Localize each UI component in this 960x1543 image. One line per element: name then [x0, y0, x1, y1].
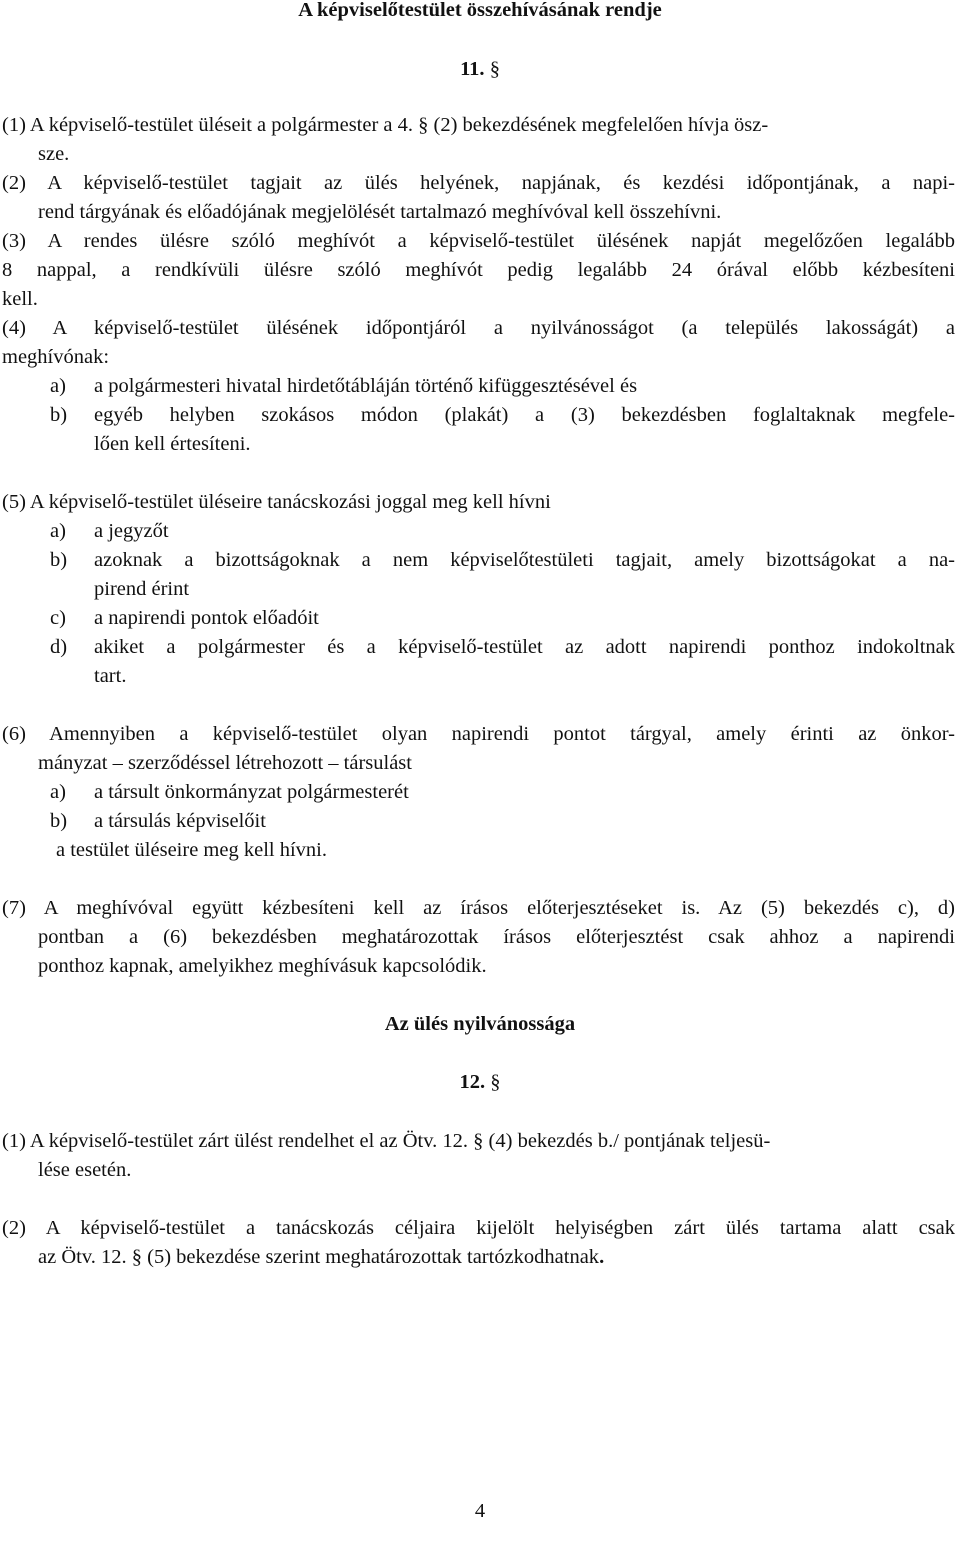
para-11-3-line1: (3) A rendes ülésre szóló meghívót a képviselő-testület ülésének napját megelőzően legalább	[2, 230, 955, 252]
list-label-11-5-d: d)	[50, 636, 68, 658]
para-11-3-line2: 8 nappal, a rendkívüli ülésre szóló meghívót pedig legalább 24 órával előbb kézbesíteni	[2, 259, 955, 281]
para-11-2-line1: (2) A képviselő-testület tagjait az ülés helyének, napjának, és kezdési időpontjának, a napi-	[2, 172, 955, 194]
para-11-6-line1: (6) Amennyiben a képviselő-testület olyan napirendi pontot tárgyal, amely érinti az önkor-	[2, 723, 955, 745]
list-item-11-6-a: a társult önkormányzat polgármesterét	[94, 781, 409, 803]
list-item-11-4-a: a polgármesteri hivatal hirdetőtábláján történő kifüggesztésével és	[94, 375, 638, 397]
list-label-11-6-b: b)	[50, 810, 68, 832]
list-item-11-5-b-line1: azoknak a bizottságoknak a nem képviselőtestületi tagjait, amely bizottságokat a na-	[94, 549, 955, 571]
list-label-11-5-c: c)	[50, 607, 66, 629]
para-11-7-line2: pontban a (6) bekezdésben meghatározottak írásos előterjesztést csak ahhoz a napirendi	[38, 926, 955, 948]
section-number-11: 11. §	[460, 58, 500, 80]
page-number: 4	[474, 1500, 486, 1522]
para-11-6-line2: mányzat – szerződéssel létrehozott – társulást	[38, 752, 412, 774]
list-item-11-4-b-line2: lően kell értesíteni.	[94, 433, 251, 455]
section-number-12: 12. §	[459, 1071, 501, 1093]
para-11-1-line1: (1) A képviselő-testület üléseit a polgármester a 4. § (2) bekezdésének megfelelően hívja ösz-	[2, 114, 769, 136]
list-label-11-5-a: a)	[50, 520, 66, 542]
para-11-4-line1: (4) A képviselő-testület ülésének időpontjáról a nyilvánosságot (a település lakosságát) a	[2, 317, 955, 339]
list-item-11-5-d-line2: tart.	[94, 665, 127, 687]
heading-convening: A képviselőtestület összehívásának rendje	[298, 0, 662, 21]
para-12-1-line2: lése esetén.	[38, 1159, 132, 1181]
para-12-1-line1: (1) A képviselő-testület zárt ülést rendelhet el az Ötv. 12. § (4) bekezdés b./ pontjának teljesü-	[2, 1130, 771, 1152]
heading-publicity: Az ülés nyilvánossága	[384, 1013, 576, 1035]
para-11-5-line1: (5) A képviselő-testület üléseire tanácskozási joggal meg kell hívni	[2, 491, 551, 513]
para-11-7-line1: (7) A meghívóval együtt kézbesíteni kell az írásos előterjesztéseket is. Az (5) bekezdés c), d)	[2, 897, 955, 919]
list-label-11-6-a: a)	[50, 781, 66, 803]
list-item-11-5-d-line1: akiket a polgármester és a képviselő-testület az adott napirendi ponthoz indokoltnak	[94, 636, 955, 658]
para-12-2-line2: az Ötv. 12. § (5) bekezdése szerint meghatározottak tartózkodhatnak.	[38, 1246, 605, 1268]
para-12-2-line1: (2) A képviselő-testület a tanácskozás céljaira kijelölt helyiségben zárt ülés tartama alatt csak	[2, 1217, 955, 1239]
para-11-1-line2: sze.	[38, 143, 70, 165]
para-11-4-line2: meghívónak:	[2, 346, 110, 368]
list-item-11-5-b-line2: pirend érint	[94, 578, 190, 600]
list-label-11-5-b: b)	[50, 549, 68, 571]
list-item-11-5-a: a jegyzőt	[94, 520, 169, 542]
para-11-2-line2: rend tárgyának és előadójának megjelölését tartalmazó meghívóval kell összehívni.	[38, 201, 722, 223]
list-label-11-4-a: a)	[50, 375, 66, 397]
list-item-11-5-c: a napirendi pontok előadóit	[94, 607, 319, 629]
list-item-11-6-b: a társulás képviselőit	[94, 810, 266, 832]
list-item-11-4-b-line1: egyéb helyben szokásos módon (plakát) a (3) bekezdésben foglaltaknak megfele-	[94, 404, 955, 426]
para-11-7-line3: ponthoz kapnak, amelyikhez meghívásuk kapcsolódik.	[38, 955, 487, 977]
list-label-11-4-b: b)	[50, 404, 68, 426]
para-11-3-line3: kell.	[2, 288, 38, 310]
para-11-6-end: a testület üléseire meg kell hívni.	[56, 839, 327, 861]
